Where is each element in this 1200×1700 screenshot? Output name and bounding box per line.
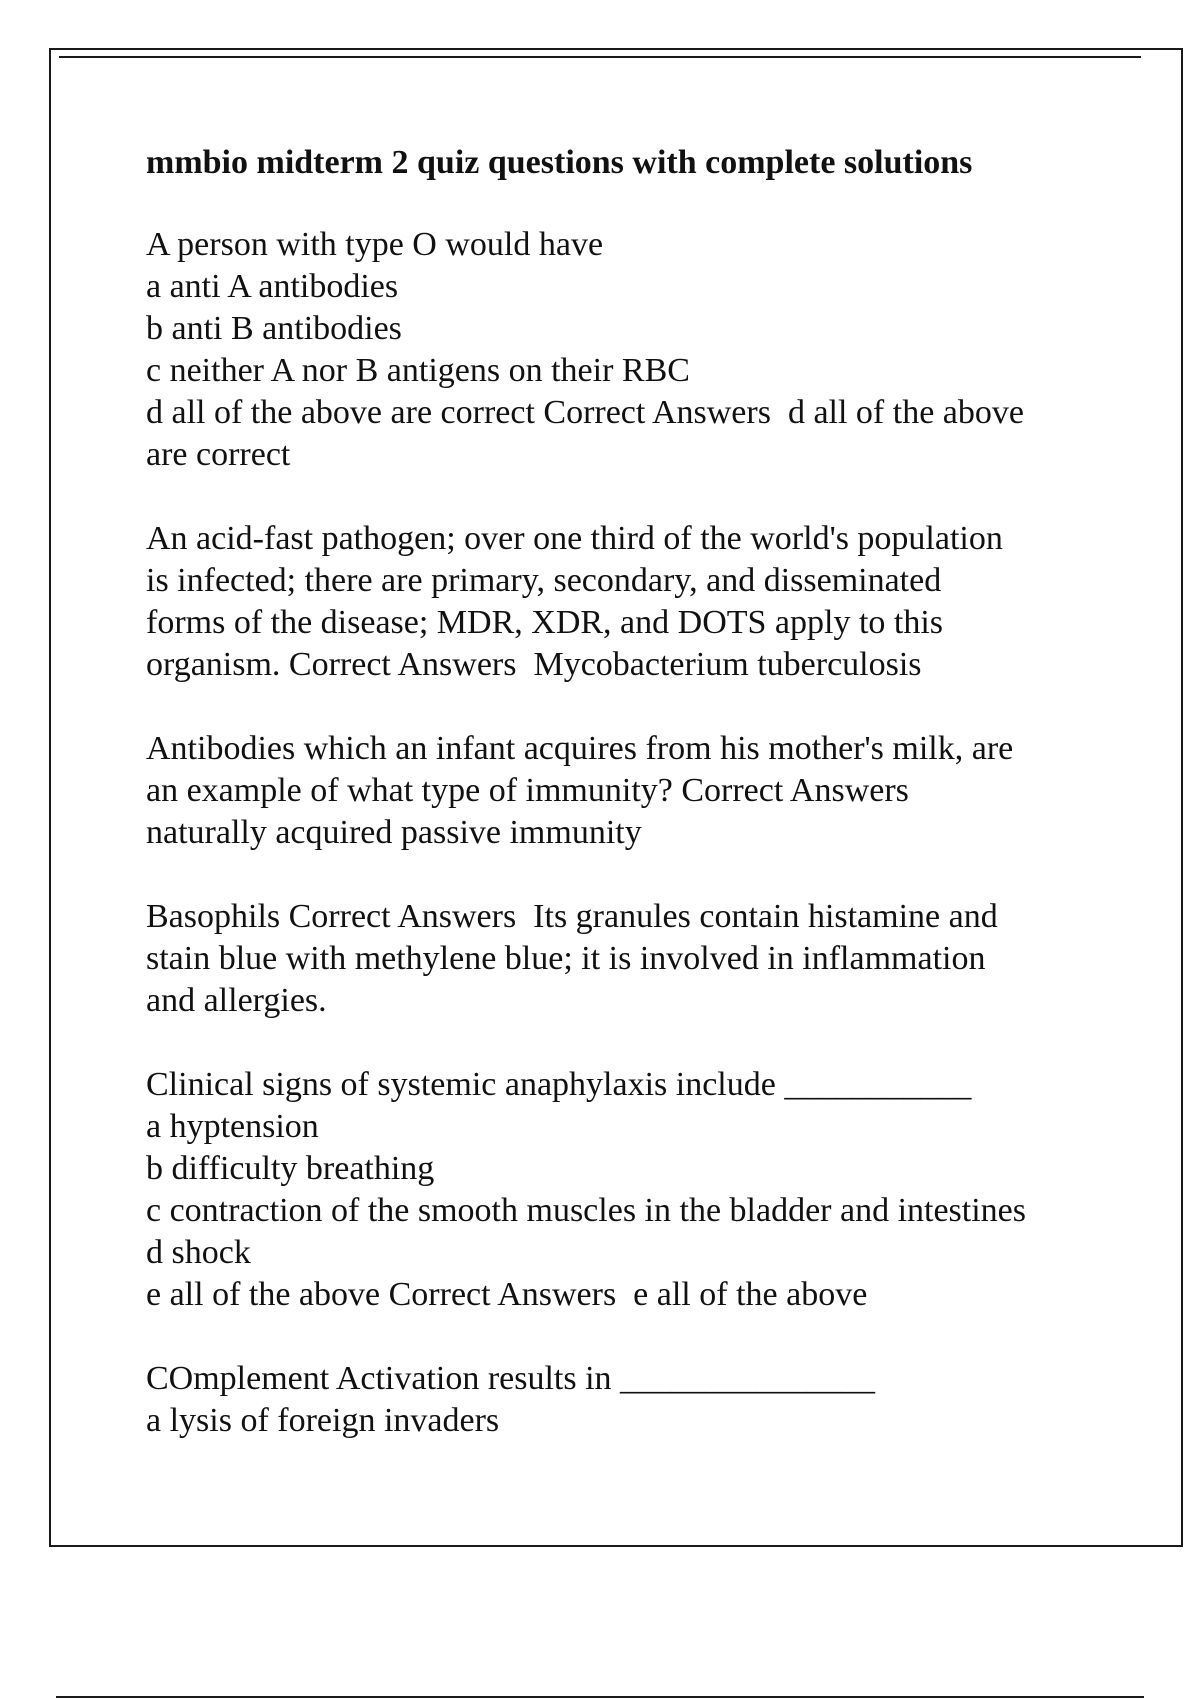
correct-answer-continuation: are correct [146,436,291,473]
question-text: forms of the disease; MDR, XDR, and DOTS apply to this [146,604,944,641]
question-with-correct-answer: organism. Correct Answers Mycobacterium tuberculosis [146,646,922,683]
qa-block-complement [146,1358,1096,1442]
question-with-correct-answer: Basophils Correct Answers Its granules contain histamine and [146,898,998,935]
answer-option: a anti A antibodies [146,268,399,305]
answer-option: c neither A nor B antigens on their RBC [146,352,690,389]
bottom-rule [56,1696,1144,1698]
qa-block-passive-immunity [146,728,1096,854]
answer-option: a hyptension [146,1108,319,1145]
question-text: Clinical signs of systemic anaphylaxis include ___________ [146,1066,972,1103]
answer-option-with-correct-answer: d all of the above are correct Correct Answers d all of the above [146,394,1024,431]
question-text: An acid-fast pathogen; over one third of the world's population [146,520,1003,557]
correct-answer-text: and allergies. [146,982,327,1019]
qa-block-basophils [146,896,1096,1022]
document-body [146,142,1096,1484]
question-text: COmplement Activation results in _______________ [146,1360,876,1397]
answer-option: b anti B antibodies [146,310,402,347]
answer-option-with-correct-answer: e all of the above Correct Answers e all of the above [146,1276,868,1313]
answer-option: b difficulty breathing [146,1150,435,1187]
answer-option: c contraction of the smooth muscles in the bladder and intestines [146,1192,1026,1229]
qa-block-anaphylaxis [146,1064,1096,1316]
question-text: is infected; there are primary, secondary, and disseminated [146,562,942,599]
correct-answer-text: stain blue with methylene blue; it is involved in inflammation [146,940,986,977]
question-text: A person with type O would have [146,226,604,263]
correct-answer-text: naturally acquired passive immunity [146,814,642,851]
qa-block-tuberculosis [146,518,1096,686]
top-rule [59,56,1141,58]
qa-block-blood-type [146,224,1096,476]
document-title: mmbio midterm 2 quiz questions with complete solutions [146,144,973,181]
question-text: Antibodies which an infant acquires from his mother's milk, are [146,730,1014,767]
question-with-correct-answer-label: an example of what type of immunity? Correct Answers [146,772,909,809]
answer-option: a lysis of foreign invaders [146,1402,500,1439]
answer-option: d shock [146,1234,251,1271]
